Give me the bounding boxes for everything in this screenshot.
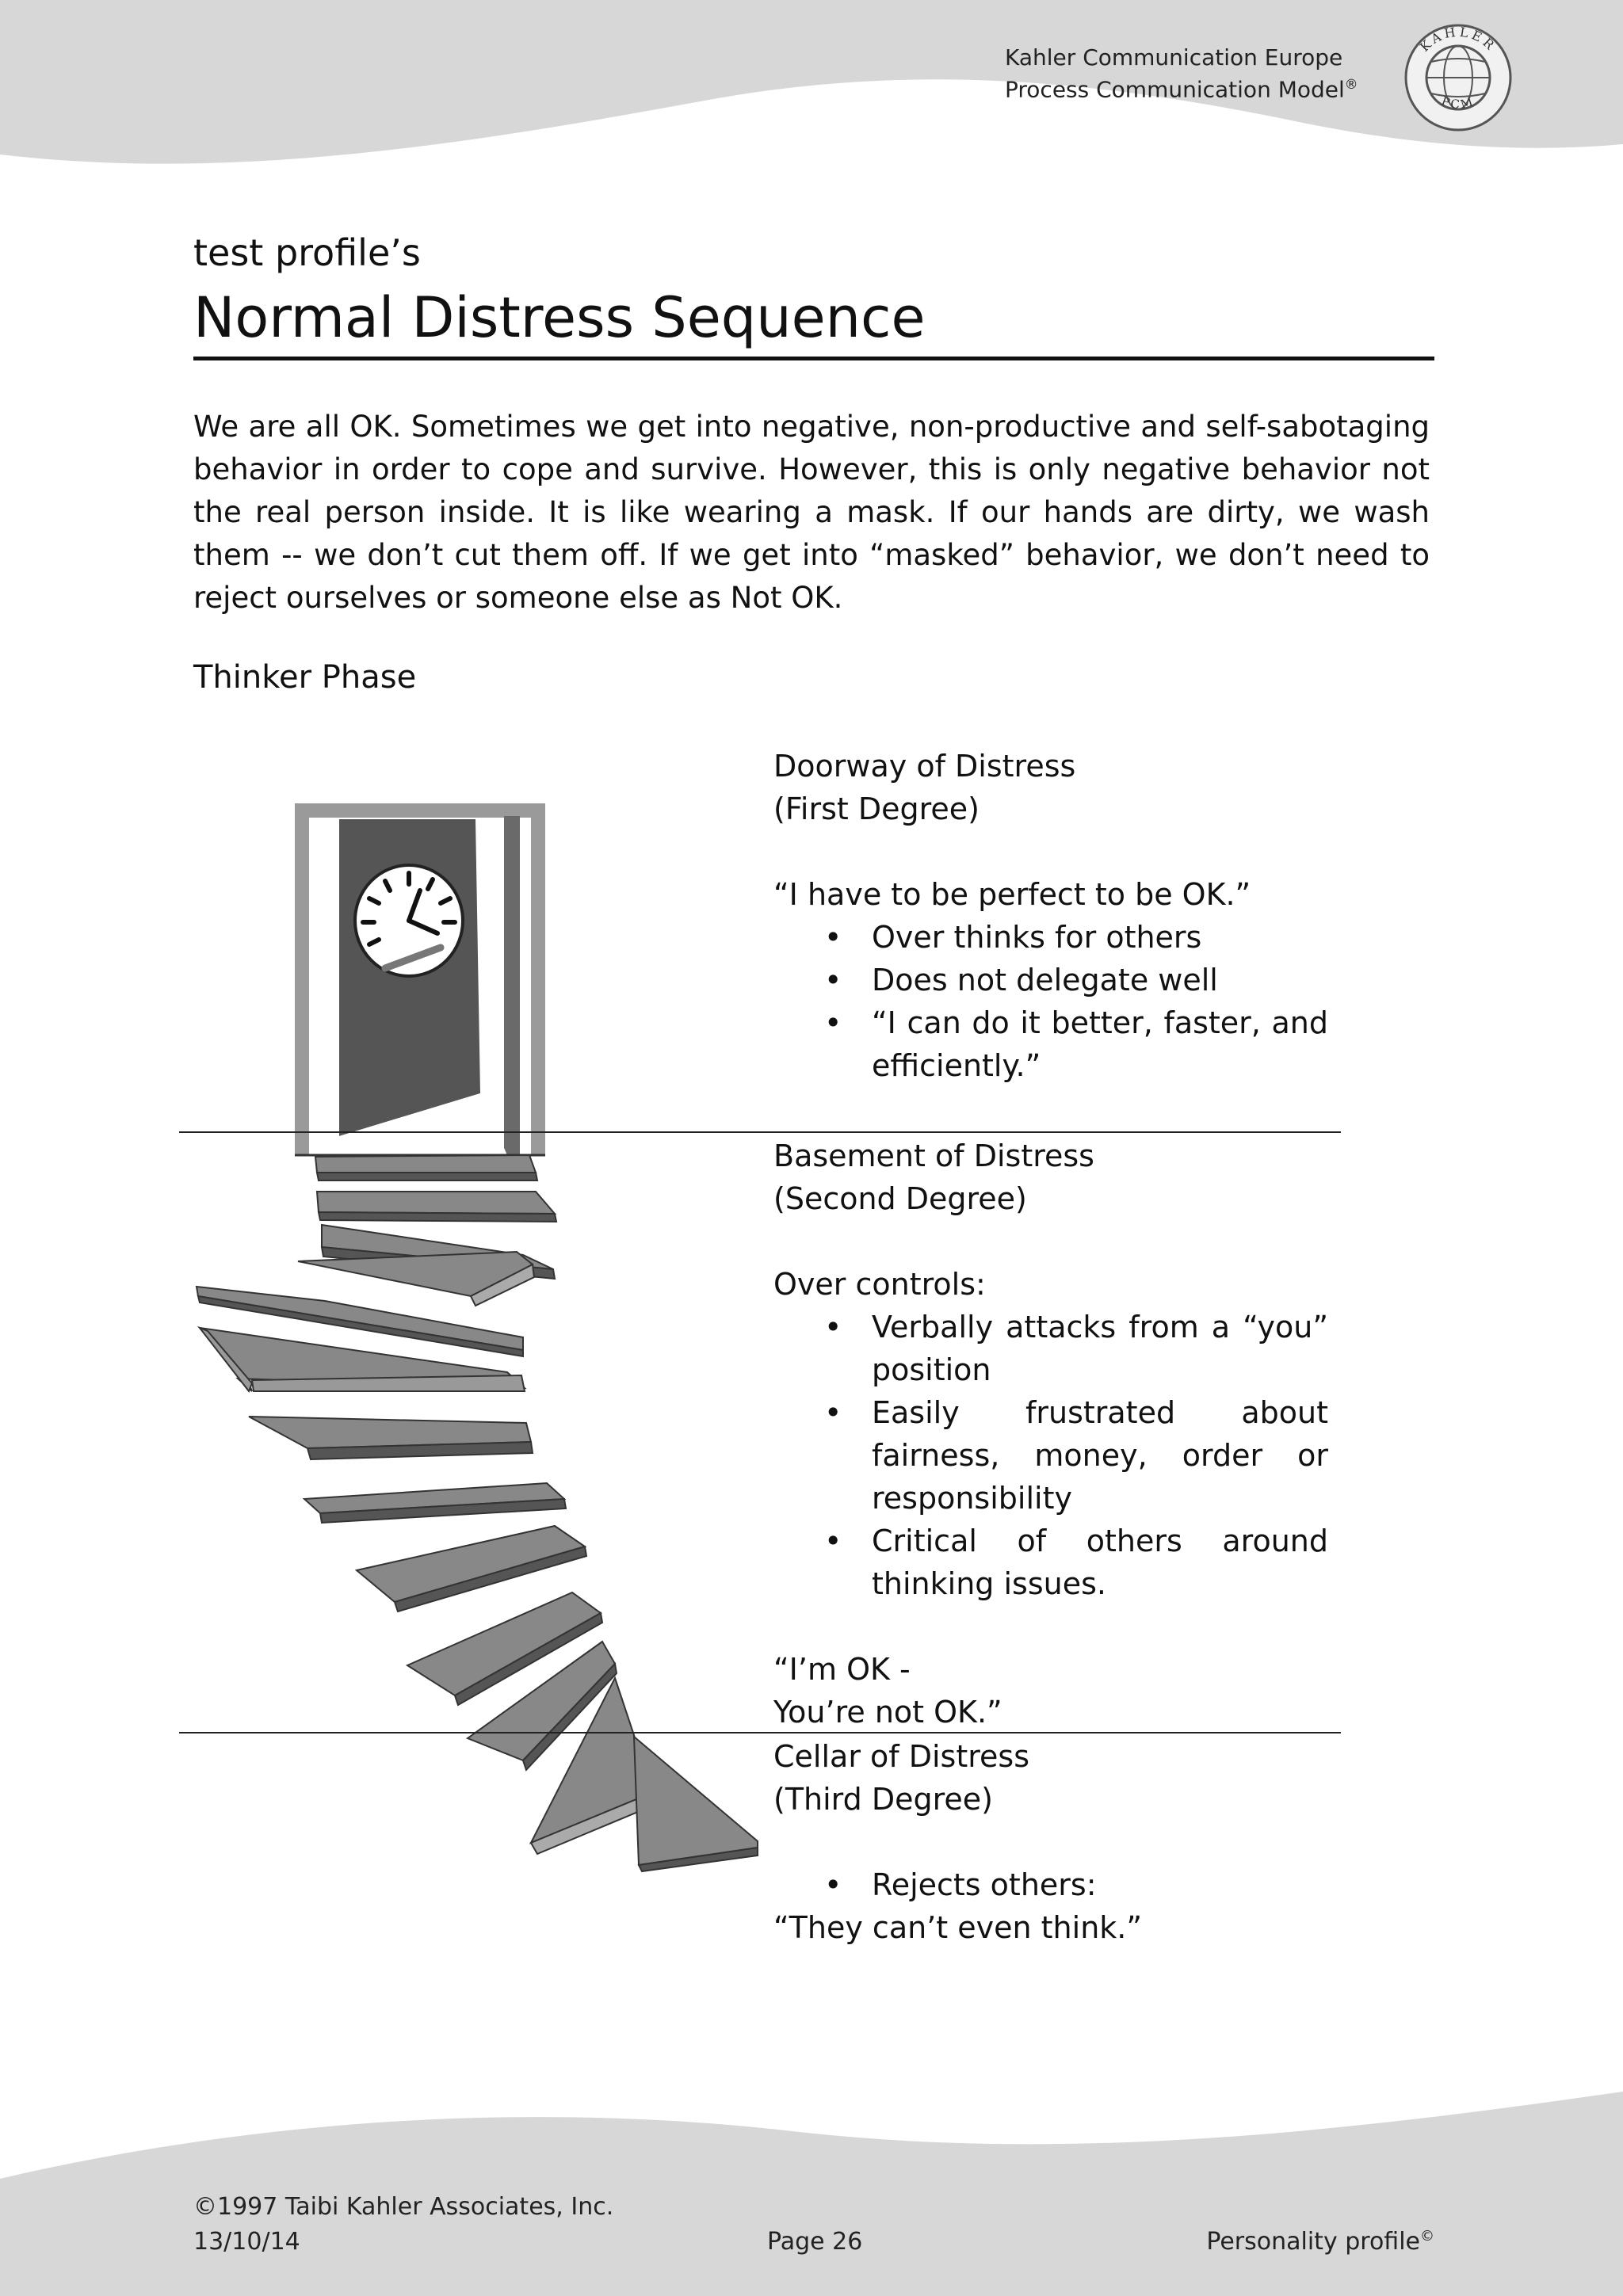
header-model-text: Process Communication Model bbox=[1005, 76, 1345, 103]
list-item: • Rejects others: bbox=[872, 1863, 1328, 1906]
svg-text:KAHLER bbox=[1417, 24, 1499, 54]
basement-degree: (Second Degree) bbox=[773, 1181, 1027, 1216]
doorway-bullets bbox=[773, 916, 1328, 1087]
logo-text-bottom: PCM bbox=[1439, 93, 1477, 113]
door-illustration bbox=[295, 803, 545, 1155]
basement-quote-line1: “I’m OK - bbox=[773, 1652, 911, 1687]
copyright-mark: © bbox=[1420, 2228, 1434, 2245]
phase-heading: Thinker Phase bbox=[193, 659, 417, 696]
footer-copyright: ©1997 Taibi Kahler Associates, Inc. bbox=[193, 2193, 614, 2221]
list-item: • Does not delegate well bbox=[872, 959, 1328, 1001]
title-divider bbox=[193, 357, 1434, 360]
list-item: • Verbally attacks from a “you” position bbox=[872, 1306, 1328, 1391]
logo-ring-text bbox=[1400, 19, 1517, 136]
registered-mark: ® bbox=[1344, 76, 1358, 92]
footer-profile-text: Personality profile bbox=[1206, 2228, 1420, 2256]
page-pretitle: test profile’s bbox=[193, 231, 421, 274]
footer-page-number: Page 26 bbox=[767, 2228, 863, 2256]
list-item: • Critical of others around thinking issues. bbox=[872, 1520, 1328, 1605]
section-cellar bbox=[773, 1735, 1328, 1949]
list-item: • Easily frustrated about fairness, money, order or responsibility bbox=[872, 1391, 1328, 1520]
basement-bullets bbox=[773, 1306, 1328, 1605]
cellar-title: Cellar of Distress bbox=[773, 1739, 1029, 1774]
cellar-tail: “They can’t even think.” bbox=[773, 1910, 1143, 1945]
clock-icon bbox=[355, 865, 463, 976]
svg-text:PCM bbox=[1439, 93, 1476, 112]
header-wave bbox=[0, 0, 1623, 164]
footer-profile bbox=[1206, 2228, 1434, 2256]
header-company: Kahler Communication Europe bbox=[1005, 44, 1343, 71]
staircase-illustration bbox=[197, 1155, 758, 1871]
list-item: • Over thinks for others bbox=[872, 916, 1328, 959]
doorway-title: Doorway of Distress bbox=[773, 749, 1076, 784]
section-doorway bbox=[773, 745, 1328, 1087]
list-item: • “I can do it better, faster, and efficiently.” bbox=[872, 1001, 1328, 1087]
cellar-degree: (Third Degree) bbox=[773, 1782, 993, 1817]
intro-paragraph: We are all OK. Sometimes we get into negative, non-productive and self-sabotaging behavior in order to cope and survive. However, this is only negative behavior not the real person inside. It is like wearing a mask. If our hands are dirty, we wash them -- we don’t cut them off. If we get into “masked” behavior, we don’t need to reject ourselves or someone else as Not OK. bbox=[193, 410, 1430, 615]
cellar-bullets bbox=[773, 1863, 1328, 1906]
doorway-quote: “I have to be perfect to be OK.” bbox=[773, 877, 1251, 912]
page-title: Normal Distress Sequence bbox=[193, 285, 926, 350]
logo-text-top: KAHLER bbox=[1416, 24, 1500, 55]
basement-lead: Over controls: bbox=[773, 1267, 986, 1302]
basement-quote-line2: You’re not OK.” bbox=[773, 1695, 1002, 1730]
doorway-degree: (First Degree) bbox=[773, 791, 980, 826]
basement-title: Basement of Distress bbox=[773, 1138, 1094, 1173]
divider-first-second bbox=[179, 1131, 1341, 1133]
section-basement bbox=[773, 1135, 1328, 1733]
footer-date: 13/10/14 bbox=[193, 2228, 300, 2256]
header-model bbox=[1005, 76, 1358, 102]
